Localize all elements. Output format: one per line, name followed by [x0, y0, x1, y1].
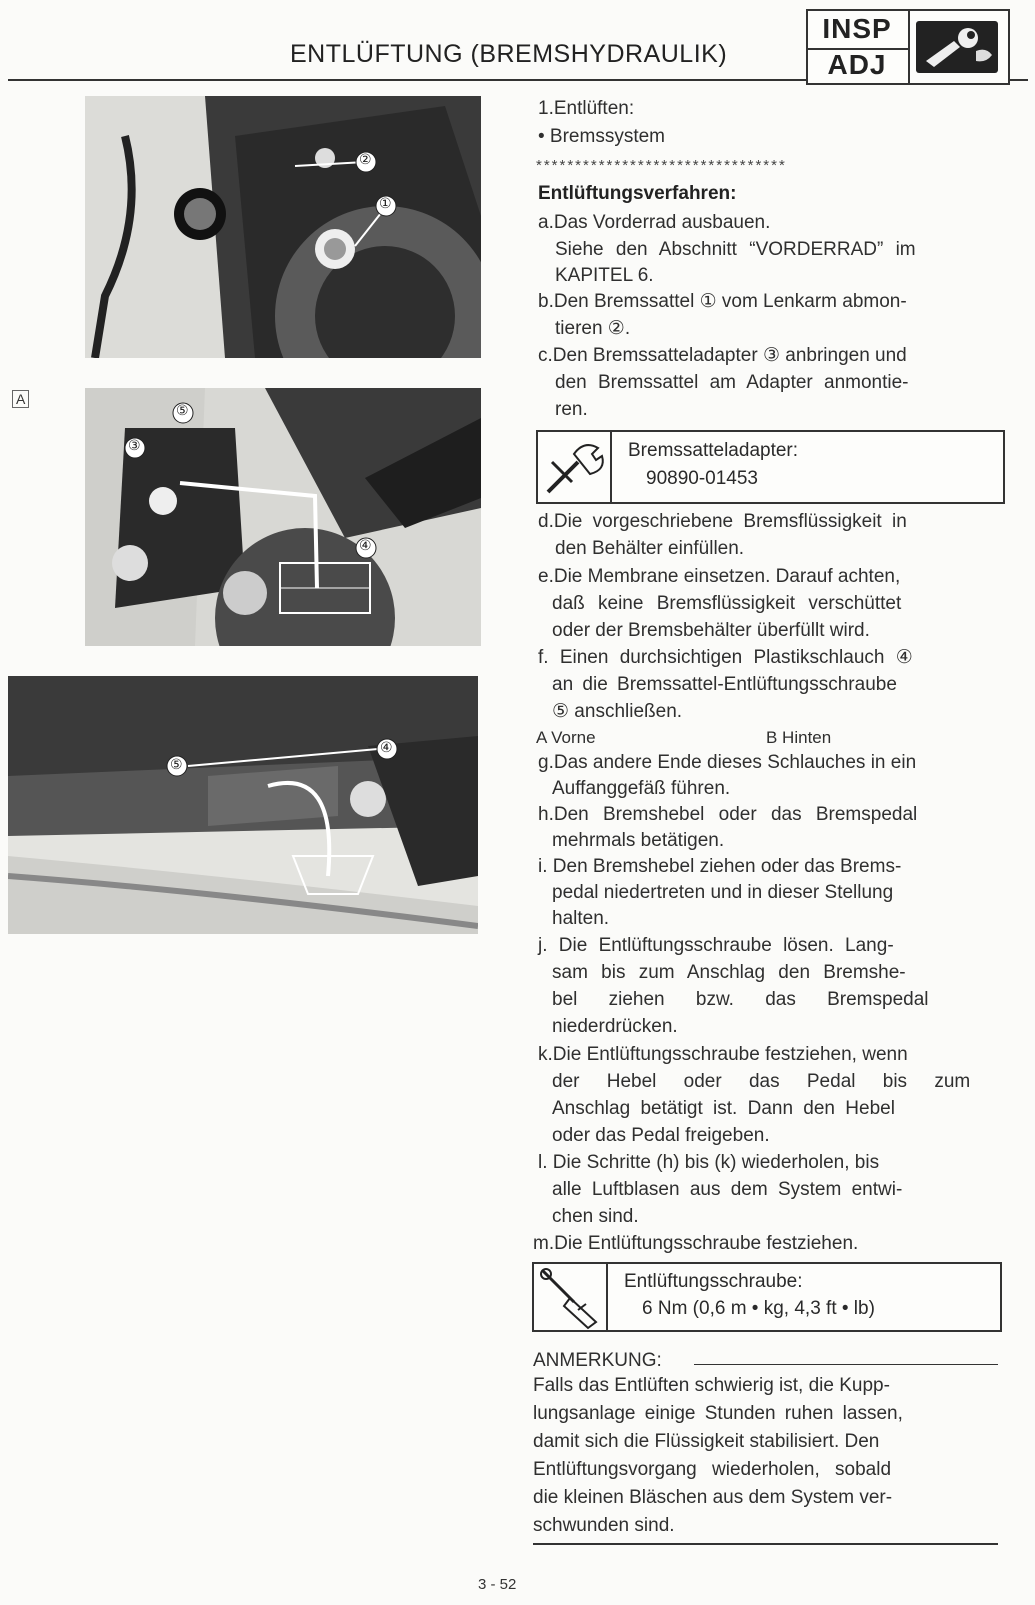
note-line-4: Entlüftungsvorgang wiederholen, sobald [533, 1459, 892, 1480]
step-m: m.Die Entlüftungsschraube festziehen. [533, 1233, 859, 1254]
step-a: a.Das Vorderrad ausbauen. [538, 212, 771, 233]
step-c: c.Den Bremssatteladapter ③ anbringen und [538, 345, 907, 366]
figure-tag-a: A [12, 390, 29, 408]
callout-5: ⑤ [176, 402, 189, 418]
step-e: e.Die Membrane einsetzen. Darauf achten, [538, 566, 901, 587]
step-d-line2: den Behälter einfüllen. [555, 538, 745, 559]
note-line-5: die kleinen Bläschen aus dem System ver- [533, 1487, 893, 1508]
step-l-line3: chen sind. [552, 1206, 639, 1227]
step-j: j. Die Entlüftungsschraube lösen. Lang- [538, 935, 894, 956]
step-e-line2: daß keine Bremsflüssigkeit verschüttet [552, 593, 902, 614]
step-d: d.Die vorgeschriebene Bremsflüssigkeit in [538, 511, 907, 532]
callout-1: ① [379, 195, 392, 211]
torque-spec-box [532, 1262, 1002, 1332]
step-i: i. Den Bremshebel ziehen oder das Brems- [538, 856, 902, 877]
torque-value: 6 Nm (0,6 m • kg, 4,3 ft • lb) [642, 1298, 875, 1319]
note-heading-rule [694, 1364, 998, 1365]
step-l: l. Die Schritte (h) bis (k) wiederholen, bis [538, 1152, 880, 1173]
step-f-line3: ⑤ anschließen. [552, 701, 683, 722]
step-c-line2: den Bremssattel am Adapter anmontie- [555, 372, 909, 393]
step-j-line2: sam bis zum Anschlag den Bremshe- [552, 962, 906, 983]
step-i-line2: pedal niedertreten und in dieser Stellung [552, 882, 894, 903]
step-f: f. Einen durchsichtigen Plastikschlauch ④ [538, 647, 913, 668]
step-k-line2: der Hebel oder das Pedal bis zum [552, 1071, 971, 1092]
step-k: k.Die Entlüftungsschraube festziehen, wenn [538, 1044, 908, 1065]
section-badge [806, 9, 1010, 85]
note-line-6: schwunden sind. [533, 1515, 675, 1536]
photo-front-bleed-hose [85, 388, 481, 646]
step-l-line2: alle Luftblasen aus dem System entwi- [552, 1179, 903, 1200]
legend-front: A Vorne [536, 728, 596, 747]
step-1: 1.Entlüften: [538, 98, 635, 119]
step-f-line2: an die Bremssattel-Entlüftungsschraube [552, 674, 897, 695]
callout-2: ② [359, 151, 372, 167]
step-i-line3: halten. [552, 908, 610, 929]
special-tool-icon [538, 432, 612, 502]
note-heading: ANMERKUNG: [533, 1350, 662, 1371]
torque-label: Entlüftungsschraube: [624, 1271, 803, 1292]
step-g-line2: Auffanggefäß führen. [552, 778, 731, 799]
callout-3: ③ [128, 437, 141, 453]
step-h-line2: mehrmals betätigen. [552, 830, 725, 851]
note-line-2: lungsanlage einige Stunden ruhen lassen, [533, 1403, 903, 1424]
callout-5: ⑤ [170, 756, 183, 772]
special-tool-box [536, 430, 1005, 504]
note-bottom-rule [533, 1543, 998, 1545]
tool-part-number: 90890-01453 [646, 468, 758, 489]
legend-rear: B Hinten [766, 728, 832, 747]
step-h: h.Den Bremshebel oder das Bremspedal [538, 804, 918, 825]
badge-insp: INSP [822, 13, 892, 44]
page-number: 3 - 52 [478, 1576, 517, 1593]
asterisk-separator: ******************************** [536, 157, 787, 174]
tool-label: Bremssatteladapter: [628, 440, 799, 461]
callout-4: ④ [380, 739, 393, 755]
photo-rear-bleed-hose [8, 676, 478, 934]
step-g: g.Das andere Ende dieses Schlauches in ein [538, 752, 917, 773]
step-k-line3: Anschlag betätigt ist. Dann den Hebel [552, 1098, 895, 1119]
torque-wrench-icon [534, 1264, 608, 1330]
photo-front-caliper [85, 96, 481, 358]
step-e-line3: oder der Bremsbehälter überfüllt wird. [552, 620, 870, 641]
step-c-line3: ren. [555, 399, 588, 420]
step-k-line4: oder das Pedal freigeben. [552, 1125, 770, 1146]
page-title: ENTLÜFTUNG (BREMSHYDRAULIK) [290, 40, 728, 68]
step-b: b.Den Bremssattel ① vom Lenkarm abmon- [538, 291, 907, 312]
badge-vertical-divider [908, 11, 910, 83]
note-line-1: Falls das Entlüften schwierig ist, die Kupp- [533, 1375, 890, 1396]
step-j-line4: niederdrücken. [552, 1016, 678, 1037]
step-a-line2: Siehe den Abschnitt “VORDERRAD” im [555, 239, 916, 260]
step-b-line2: tieren ②. [555, 318, 631, 339]
step-1-bullet: • Bremssystem [538, 126, 665, 147]
badge-adj: ADJ [827, 49, 887, 80]
procedure-heading: Entlüftungsverfahren: [538, 183, 737, 204]
step-j-line3: bel ziehen bzw. das Bremspedal [552, 989, 929, 1010]
note-line-3: damit sich die Flüssigkeit stabilisiert. Den [533, 1431, 880, 1452]
callout-4: ④ [359, 537, 372, 553]
wrench-adjust-icon [916, 21, 998, 73]
step-a-line3: KAPITEL 6. [555, 265, 654, 286]
